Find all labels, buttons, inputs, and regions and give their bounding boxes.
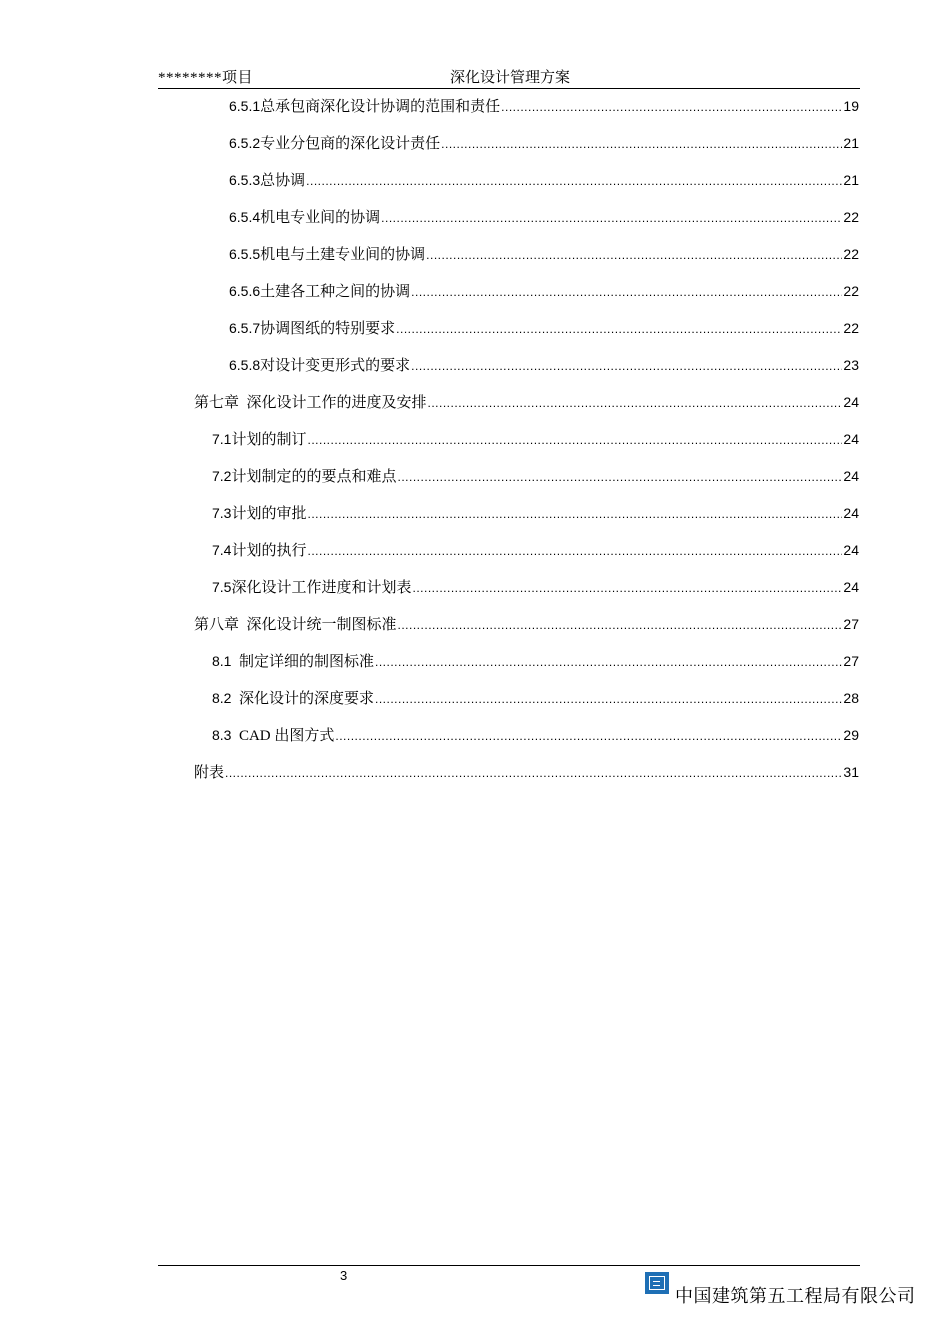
toc-leader-dots	[306, 170, 842, 192]
toc-entry-page: 24	[843, 505, 859, 521]
toc-entry-text: 计划的审批	[231, 506, 307, 522]
toc-leader-dots	[397, 466, 842, 488]
toc-entry-text: 对设计变更形式的要求	[260, 358, 411, 374]
toc-leader-dots	[441, 133, 842, 155]
toc-entry-text: 第八章 深化设计统一制图标准	[194, 617, 397, 633]
toc-chapter-entry[interactable]	[194, 391, 859, 413]
toc-entry-number: 7.1	[212, 431, 232, 447]
toc-leader-dots	[411, 355, 842, 377]
toc-entry-page: 24	[843, 394, 859, 410]
toc-entry-number: 8.3	[212, 727, 232, 743]
toc-leader-dots	[396, 318, 842, 340]
toc-entry-page: 22	[843, 283, 859, 299]
toc-entry[interactable]	[229, 132, 859, 154]
toc-entry[interactable]	[212, 576, 859, 598]
toc-entry-page: 27	[843, 653, 859, 669]
toc-entry-page: 22	[843, 320, 859, 336]
toc-entry-number: 6.5.2	[229, 135, 261, 151]
toc-entry-text: 土建各工种之间的协调	[260, 284, 411, 300]
toc-leader-dots	[307, 540, 842, 562]
toc-entry-page: 21	[843, 135, 859, 151]
page-number: 3	[340, 1268, 348, 1283]
toc-entry-number: 6.5.5	[229, 246, 261, 262]
toc-entry-page: 24	[843, 468, 859, 484]
toc-entry-number: 7.4	[212, 542, 232, 558]
toc-entry-text: 计划制定的的要点和难点	[231, 469, 397, 485]
toc-entry[interactable]	[229, 206, 859, 228]
toc-leader-dots	[412, 577, 842, 599]
toc-entry-text: 总协调	[260, 173, 306, 189]
toc-entry-page: 24	[843, 542, 859, 558]
toc-entry[interactable]	[212, 724, 859, 746]
header-project: ********项目	[158, 70, 254, 86]
toc-appendix-entry[interactable]	[194, 761, 859, 783]
toc-leader-dots	[428, 392, 843, 414]
toc-entry-text: 计划的制订	[231, 432, 307, 448]
toc-entry-text: 深化设计工作进度和计划表	[231, 580, 412, 596]
toc-leader-dots	[411, 281, 842, 303]
toc-entry-page: 23	[843, 357, 859, 373]
toc-entry-number: 7.3	[212, 505, 232, 521]
toc-entry[interactable]	[229, 280, 859, 302]
toc-entry[interactable]	[212, 465, 859, 487]
toc-entry-number: 7.5	[212, 579, 232, 595]
toc-entry[interactable]	[212, 687, 859, 709]
footer-rule	[158, 1265, 860, 1266]
toc-entry-page: 31	[843, 764, 859, 780]
toc-leader-dots	[501, 96, 842, 118]
logo-mark-icon	[649, 1276, 665, 1290]
toc-entry-number: 6.5.6	[229, 283, 261, 299]
toc-entry-number: 6.5.1	[229, 98, 261, 114]
toc-leader-dots	[426, 244, 842, 266]
toc-entry-text: 机电与土建专业间的协调	[260, 247, 426, 263]
toc-entry-text: 第七章 深化设计工作的进度及安排	[194, 395, 427, 411]
toc-entry-text: 深化设计的深度要求	[231, 691, 374, 707]
toc-entry-number: 6.5.7	[229, 320, 261, 336]
toc-entry-page: 19	[843, 98, 859, 114]
toc-leader-dots	[225, 762, 842, 784]
toc-entry-page: 24	[843, 579, 859, 595]
company-name: 中国建筑第五工程局有限公司	[675, 1286, 916, 1307]
toc-entry-page: 28	[843, 690, 859, 706]
toc-leader-dots	[307, 503, 842, 525]
toc-entry[interactable]	[229, 95, 859, 117]
toc-entry-page: 22	[843, 209, 859, 225]
toc-entry-text: 协调图纸的特别要求	[260, 321, 396, 337]
toc-leader-dots	[381, 207, 842, 229]
toc-entry-page: 29	[843, 727, 859, 743]
toc-entry-page: 24	[843, 431, 859, 447]
toc-entry-page: 21	[843, 172, 859, 188]
toc-entry[interactable]	[229, 354, 859, 376]
toc-entry-text: CAD 出图方式	[231, 728, 335, 744]
toc-entry[interactable]	[212, 428, 859, 450]
toc-entry-number: 6.5.8	[229, 357, 261, 373]
toc-entry-page: 27	[843, 616, 859, 632]
toc-leader-dots	[335, 725, 842, 747]
toc-entry[interactable]	[212, 502, 859, 524]
header-rule	[158, 88, 860, 89]
page-header	[158, 62, 860, 88]
toc-entry[interactable]	[229, 243, 859, 265]
toc-entry-number: 6.5.3	[229, 172, 261, 188]
toc-chapter-entry[interactable]	[194, 613, 859, 635]
toc-leader-dots	[307, 429, 842, 451]
toc-entry-text: 计划的执行	[231, 543, 307, 559]
toc-entry-number: 8.2	[212, 690, 232, 706]
toc-entry-text: 机电专业间的协调	[260, 210, 381, 226]
toc-entry[interactable]	[229, 169, 859, 191]
header-title: 深化设计管理方案	[450, 70, 571, 86]
toc-entry-page: 22	[843, 246, 859, 262]
toc-leader-dots	[398, 614, 843, 636]
toc-leader-dots	[375, 651, 842, 673]
toc-entry[interactable]	[229, 317, 859, 339]
toc-entry-text: 制定详细的制图标准	[231, 654, 374, 670]
toc-entry-text: 附表	[194, 765, 225, 781]
toc-entry-text: 总承包商深化设计协调的范围和责任	[260, 99, 501, 115]
toc-leader-dots	[375, 688, 842, 710]
toc-entry-number: 8.1	[212, 653, 232, 669]
toc-entry-number: 7.2	[212, 468, 232, 484]
company-logo-icon	[645, 1272, 669, 1294]
toc-entry-number: 6.5.4	[229, 209, 261, 225]
toc-entry[interactable]	[212, 539, 859, 561]
toc-entry[interactable]	[212, 650, 859, 672]
toc-entry-text: 专业分包商的深化设计责任	[260, 136, 441, 152]
